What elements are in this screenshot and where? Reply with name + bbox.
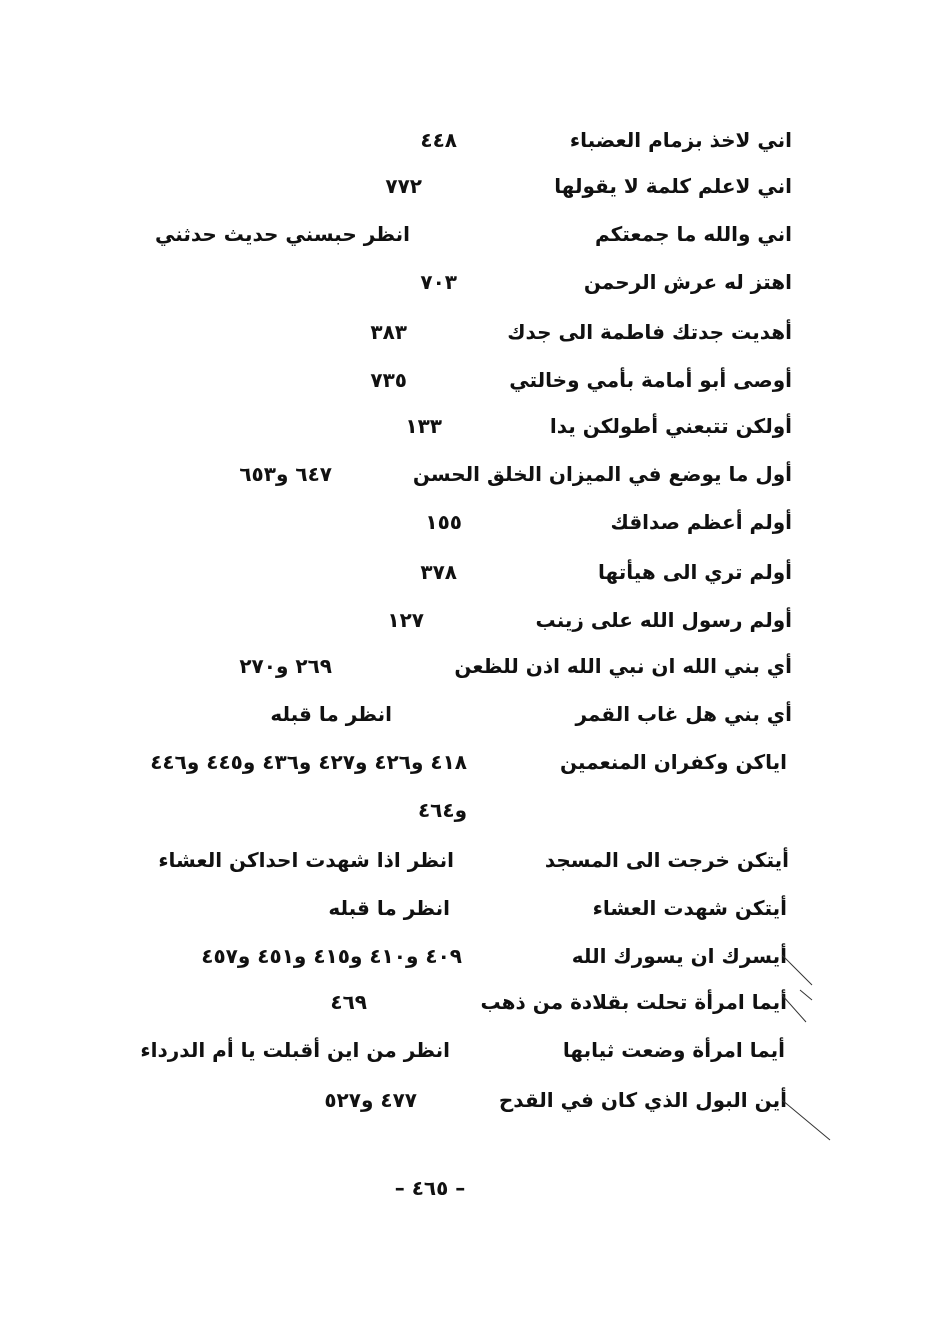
index-reference: ١٢٧ <box>387 608 424 632</box>
index-phrase: اياكن وكفران المنعمين <box>559 750 787 774</box>
index-phrase: أهديت جدتك فاطمة الى جدك <box>507 320 792 344</box>
index-reference: ١٣٣ <box>405 414 442 438</box>
index-reference: انظر اذا شهدت احداكن العشاء <box>158 848 454 872</box>
index-phrase: أيتكن خرجت الى المسجد <box>544 848 789 872</box>
index-phrase: اني والله ما جمعتكم <box>594 222 792 246</box>
index-phrase: أي بني الله ان نبي الله اذن للظعن <box>454 654 792 678</box>
page-number: – ٤٦٥ – <box>394 1176 466 1200</box>
index-reference: ٧٣٥ <box>370 368 407 392</box>
index-phrase: أيتكن شهدت العشاء <box>592 896 787 920</box>
index-reference: ٤١٨ و٤٢٦ و٤٢٧ و٤٣٦ و٤٤٥ و٤٤٦ <box>150 750 467 774</box>
index-phrase: أين البول الذي كان في القدح <box>498 1088 787 1112</box>
index-reference: ٧٧٢ <box>385 174 422 198</box>
index-phrase: اهتز له عرش الرحمن <box>583 270 792 294</box>
index-reference: ٣٨٣ <box>370 320 407 344</box>
index-phrase: اني لاخذ بزمام العضباء <box>569 128 792 152</box>
index-phrase: أيسرك ان يسورك الله <box>571 944 787 968</box>
index-phrase: أيما امرأة وضعت ثيابها <box>562 1038 785 1062</box>
index-phrase: أول ما يوضع في الميزان الخلق الحسن <box>412 462 792 486</box>
index-reference: ٤٤٨ <box>420 128 457 152</box>
index-phrase: أولم تري الى هيأتها <box>597 560 792 584</box>
index-reference: انظر حبسني حديث حدثني <box>154 222 410 246</box>
index-phrase: أولكن تتبعني أطولكن يدا <box>549 414 792 438</box>
index-reference: ٤٠٩ و٤١٠ و٤١٥ و٤٥١ و٤٥٧ <box>201 944 462 968</box>
index-phrase: أولم رسول الله على زينب <box>535 608 792 632</box>
index-reference: انظر ما قبله <box>270 702 392 726</box>
index-reference: ٤٦٩ <box>330 990 367 1014</box>
index-phrase: أوصى أبو أمامة بأمي وخالتي <box>509 368 792 392</box>
index-reference: ٣٧٨ <box>420 560 457 584</box>
index-reference: ٤٧٧ و٥٢٧ <box>324 1088 417 1112</box>
index-reference: انظر من اين أقبلت يا أم الدرداء <box>140 1038 450 1062</box>
index-phrase: اني لاعلم كلمة لا يقولها <box>554 174 792 198</box>
index-reference: ١٥٥ <box>425 510 462 534</box>
index-phrase: أيما امرأة تحلت بقلادة من ذهب <box>480 990 787 1014</box>
index-reference-continuation: و٤٦٤ <box>417 798 467 822</box>
index-reference: انظر ما قبله <box>328 896 450 920</box>
index-reference: ٧٠٣ <box>420 270 457 294</box>
index-reference: ٢٦٩ و٢٧٠ <box>239 654 332 678</box>
index-reference: ٦٤٧ و٦٥٣ <box>239 462 332 486</box>
index-phrase: أولم أعظم صداقك <box>610 510 792 534</box>
index-phrase: أي بني هل غاب القمر <box>575 702 792 726</box>
